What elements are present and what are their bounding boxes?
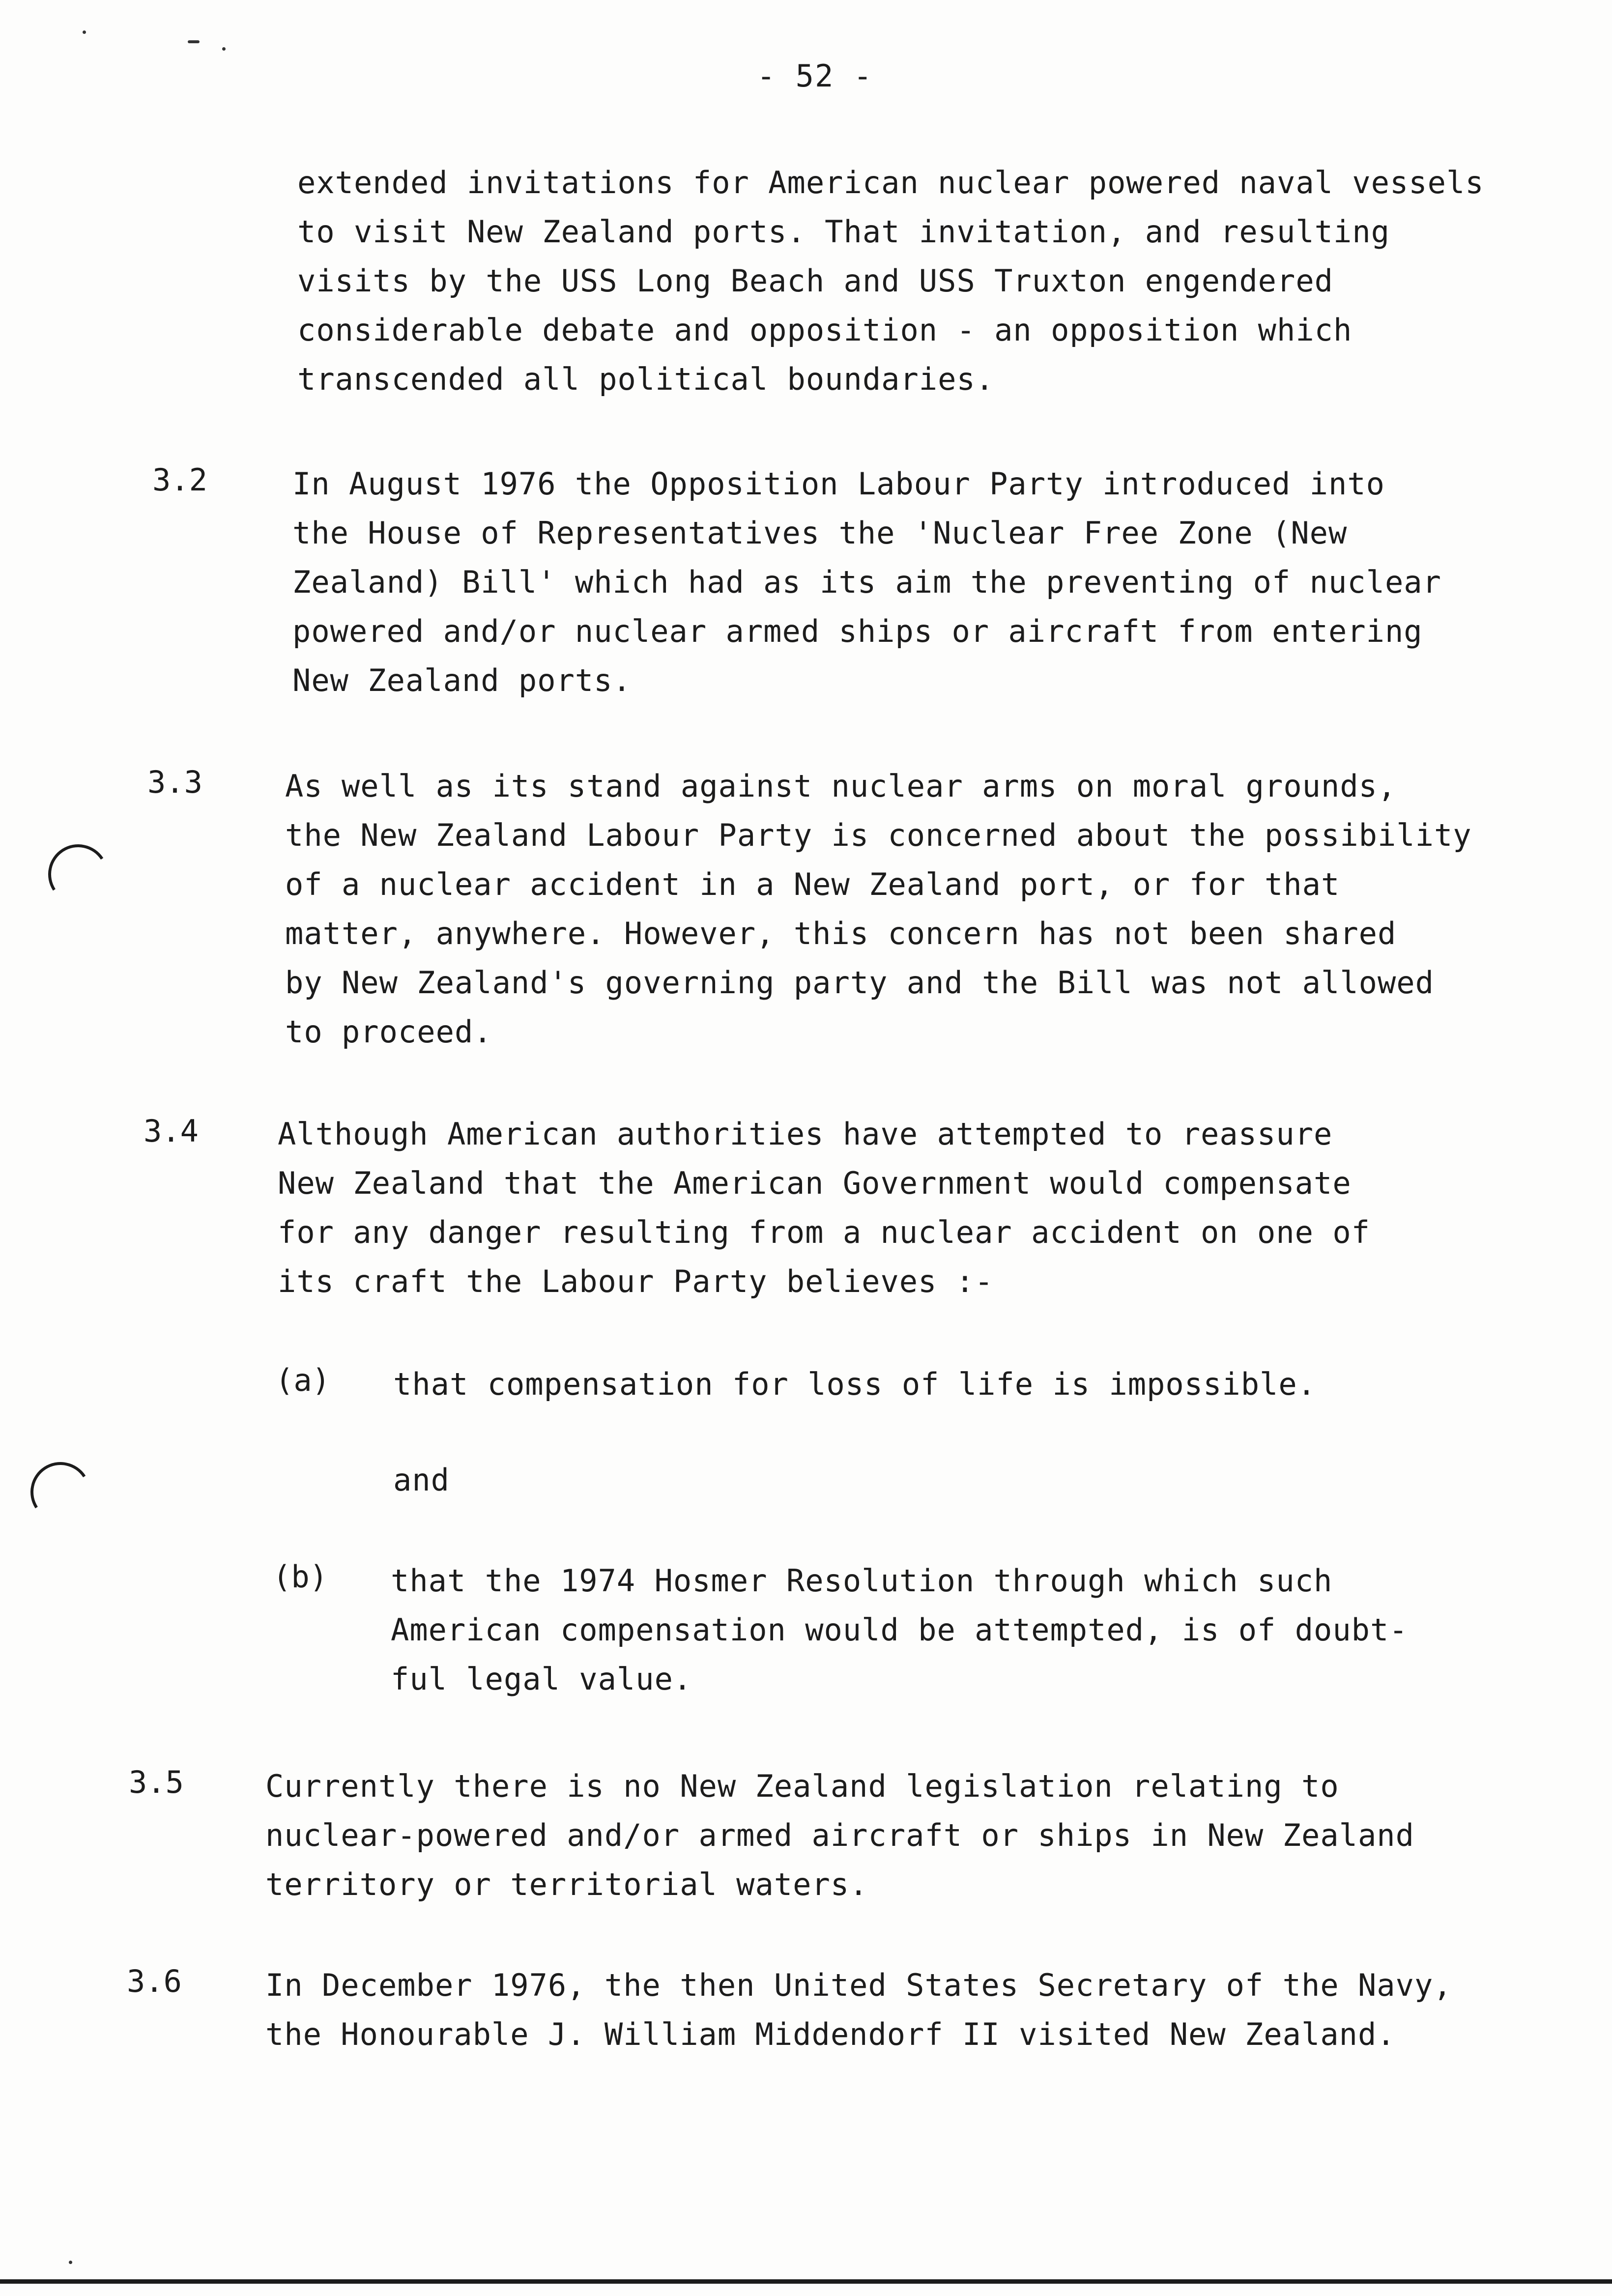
- scan-speck: [69, 2261, 72, 2264]
- item-label: (b): [273, 1559, 328, 1595]
- text-line: to proceed.: [285, 1014, 492, 1050]
- text-line: for any danger resulting from a nuclear accident on one of: [278, 1214, 1370, 1250]
- text-line: the New Zealand Labour Party is concerned about the possibility: [285, 817, 1472, 853]
- section-3-2-paragraph: [292, 459, 1441, 705]
- item-label: (a): [275, 1362, 330, 1398]
- page-bottom-rule: [0, 2279, 1612, 2284]
- section-number: 3.2: [152, 462, 207, 498]
- section-number: 3.5: [129, 1764, 184, 1800]
- text-line: the House of Representatives the 'Nuclear Free Zone (New: [292, 515, 1348, 551]
- text-line: New Zealand ports.: [292, 662, 632, 698]
- scan-speck: [83, 30, 86, 34]
- section-number: 3.3: [147, 764, 202, 800]
- text-line: to visit New Zealand ports. That invitation, and resulting: [297, 214, 1390, 250]
- section-number: 3.6: [127, 1963, 182, 1999]
- text-line: American compensation would be attempted, is of doubt-: [391, 1612, 1408, 1648]
- text-line: extended invitations for American nuclear powered naval vessels: [297, 165, 1484, 201]
- text-line: Currently there is no New Zealand legislation relating to: [265, 1768, 1339, 1804]
- section-3-5-paragraph: [265, 1762, 1414, 1909]
- text-line: considerable debate and opposition - an opposition which: [297, 312, 1353, 348]
- text-line: that compensation for loss of life is impossible.: [393, 1366, 1317, 1402]
- text-line: Although American authorities have attempted to reassure: [278, 1116, 1333, 1152]
- text-line: that the 1974 Hosmer Resolution through which such: [391, 1563, 1333, 1599]
- punch-hole-mark: [43, 839, 114, 910]
- scan-speck: [222, 47, 226, 51]
- text-line: New Zealand that the American Government would compensate: [278, 1165, 1352, 1201]
- continuation-paragraph: [297, 158, 1484, 404]
- item-conjunction: [393, 1456, 450, 1505]
- text-line: In August 1976 the Opposition Labour Party introduced into: [292, 466, 1385, 502]
- text-line: As well as its stand against nuclear arms on moral grounds,: [285, 768, 1397, 804]
- text-line: and: [393, 1462, 450, 1498]
- text-line: nuclear-powered and/or armed aircraft or ships in New Zealand: [265, 1817, 1414, 1853]
- text-line: ful legal value.: [391, 1661, 692, 1697]
- text-line: its craft the Labour Party believes :-: [278, 1263, 994, 1299]
- section-3-4-paragraph: [278, 1110, 1370, 1306]
- section-3-3-paragraph: [285, 762, 1472, 1057]
- page-number: - 52 -: [757, 58, 873, 94]
- text-line: Zealand) Bill' which had as its aim the preventing of nuclear: [292, 564, 1441, 600]
- text-line: of a nuclear accident in a New Zealand port, or for that: [285, 866, 1340, 902]
- text-line: by New Zealand's governing party and the Bill was not allowed: [285, 965, 1434, 1001]
- section-number: 3.4: [144, 1113, 199, 1149]
- text-line: In December 1976, the then United States Secretary of the Navy,: [265, 1967, 1452, 2003]
- text-line: the Honourable J. William Middendorf II visited New Zealand.: [265, 2016, 1396, 2052]
- item-b-text: [391, 1556, 1408, 1704]
- section-3-6-paragraph: [265, 1961, 1452, 2059]
- scan-speck: [188, 40, 200, 43]
- text-line: visits by the USS Long Beach and USS Truxton engendered: [297, 263, 1333, 299]
- text-line: matter, anywhere. However, this concern has not been shared: [285, 916, 1397, 951]
- punch-hole-mark: [25, 1457, 96, 1528]
- text-line: powered and/or nuclear armed ships or aircraft from entering: [292, 613, 1423, 649]
- text-line: territory or territorial waters.: [265, 1866, 868, 1902]
- text-line: transcended all political boundaries.: [297, 361, 995, 397]
- item-a-text: [393, 1360, 1316, 1409]
